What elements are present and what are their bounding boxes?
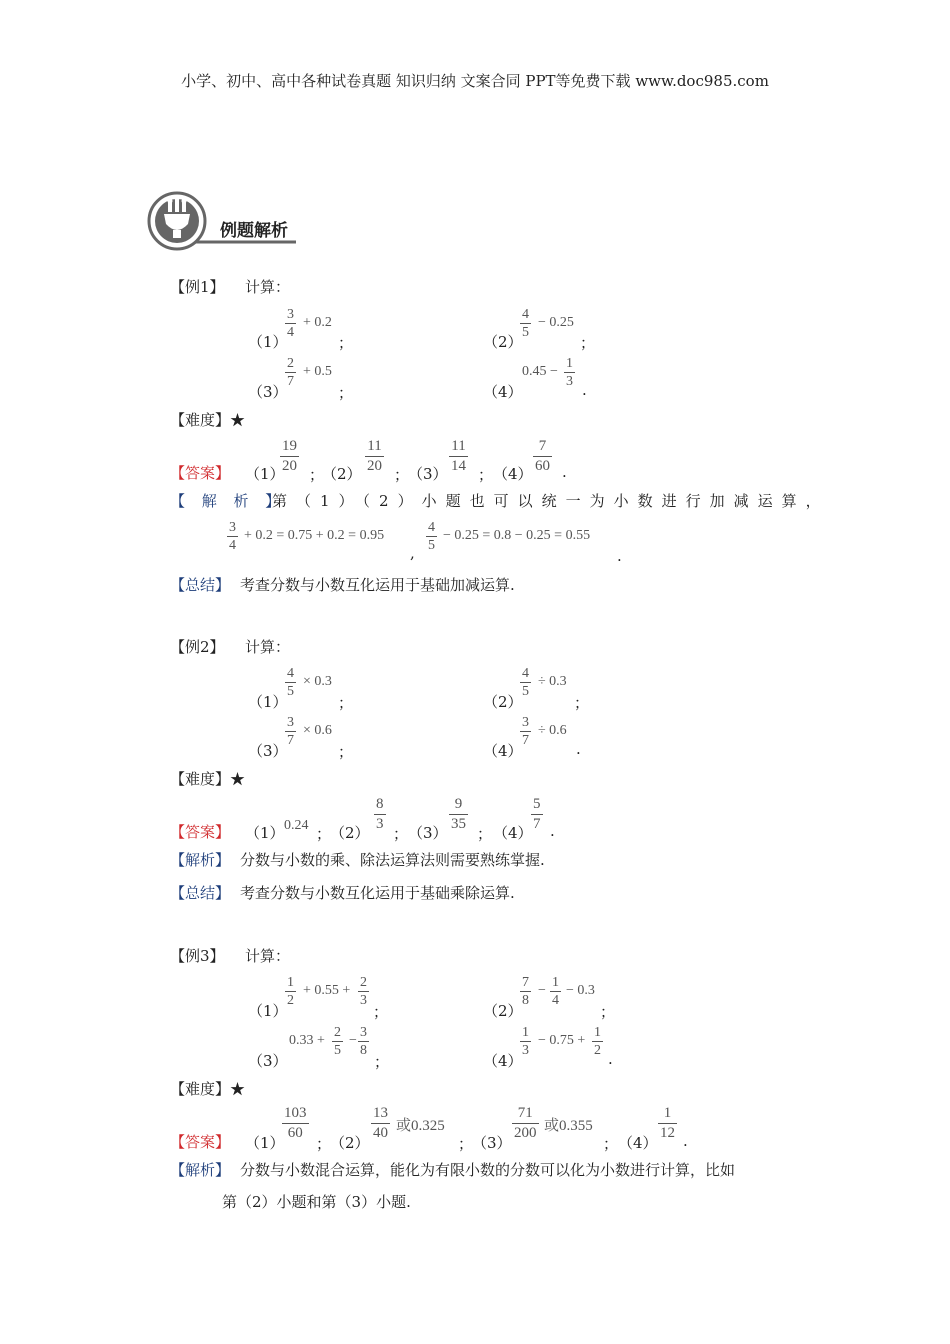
ex3-analysis-line-1: 分数与小数混合运算，能化为有限小数的分数可以化为小数进行计算，比如 (240, 1161, 736, 1179)
ex1-analysis-label: 【 解 析 】 (170, 492, 287, 510)
ex2-analysis-text: 分数与小数的乘、除法运算法则需要熟练掌握. (240, 851, 545, 869)
ex3-item-4-num: （4） (483, 1052, 523, 1070)
ex1-eq1-fraction: $\frac{3}{4}$ (229, 520, 236, 553)
ex1-answer-label: 【答案】 (170, 464, 231, 482)
ex1-item-3-num: （3） (248, 383, 288, 401)
ex1-summary-label: 【总结】 (170, 576, 231, 594)
semicolon: ； (458, 1135, 474, 1153)
page-header: 小学、初中、高中各种试卷真题 知识归纳 文案合同 PPT等免费下载 www.doc985.com (181, 72, 769, 90)
ex1-q3-semicolon: ； (338, 384, 354, 402)
period: . (683, 1132, 688, 1150)
ex3-item-3-num: （3） (248, 1052, 288, 1070)
semicolon: ； (477, 825, 493, 843)
period: . (562, 463, 567, 481)
semicolon: ； (316, 1135, 332, 1153)
ex1-answer-3-num: （3） (408, 465, 448, 483)
ex1-answer-1: $\frac{19}{20}$ (282, 438, 297, 474)
ex1-item-4-num: （4） (483, 383, 523, 401)
ex2-item-4-num: （4） (483, 742, 523, 760)
semicolon: ； (309, 466, 325, 484)
ex2-answer-4-num: （4） (493, 824, 533, 842)
ex3-q1-fraction-b: $\frac{2}{3}$ (360, 975, 367, 1008)
ex3-q4-fraction-a: $\frac{1}{3}$ (522, 1025, 529, 1058)
ex3-answer-4: $\frac{1}{12}$ (660, 1105, 675, 1141)
ex2-answer-1: 0.24 (284, 818, 309, 833)
ex3-analysis-label: 【解析】 (170, 1161, 231, 1179)
ex3-answer-3-alt: 或0.355 (544, 1118, 593, 1134)
ex1-q4-period: . (582, 381, 587, 399)
period: . (576, 740, 581, 758)
ex1-q4-expr: 0.45 − (522, 364, 558, 379)
ex3-q3-fraction-a: $\frac{2}{5}$ (334, 1025, 341, 1058)
ex2-summary-text: 考查分数与小数互化运用于基础乘除运算. (240, 884, 515, 902)
semicolon: ； (394, 466, 410, 484)
ex1-eq2-expr: − 0.25 = 0.8 − 0.25 = 0.55 (443, 528, 591, 543)
ex2-item-2-num: （2） (483, 693, 523, 711)
example-3-prompt: 计算： (245, 947, 291, 965)
ex2-answer-label: 【答案】 (170, 823, 231, 841)
ex3-item-2-num: （2） (483, 1002, 523, 1020)
ex3-q2-expr: − 0.3 (566, 983, 595, 998)
comma: , (410, 544, 415, 562)
ex1-analysis-text: 第（1）（2）小题也可以统一为小数进行加减运算， (272, 492, 830, 510)
ex1-q3-expr: + 0.5 (303, 364, 332, 379)
ex3-answer-2-alt: 或0.325 (396, 1118, 445, 1134)
example-2-prompt: 计算： (245, 638, 291, 656)
ex3-q1-fraction-a: $\frac{1}{2}$ (287, 975, 294, 1008)
semicolon: ； (338, 694, 354, 712)
ex2-q3-expr: × 0.6 (303, 723, 332, 738)
example-2-label: 【例2】 (170, 638, 225, 656)
ex3-q3-fraction-b: $\frac{3}{8}$ (360, 1025, 367, 1058)
ex1-answer-2: $\frac{11}{20}$ (367, 438, 382, 474)
ex2-answer-3-num: （3） (408, 824, 448, 842)
ex2-q2-expr: ÷ 0.3 (538, 674, 567, 689)
ex2-item-3-num: （3） (248, 742, 288, 760)
semicolon: ； (393, 825, 409, 843)
semicolon: ； (600, 1003, 616, 1021)
ex3-q3-expr: 0.33 + (289, 1033, 325, 1048)
ex3-answer-1-num: （1） (245, 1134, 285, 1152)
ex1-answer-4: $\frac{7}{60}$ (535, 438, 550, 474)
ex3-answer-3-num: （3） (472, 1134, 512, 1152)
ex2-q3-fraction: $\frac{3}{7}$ (287, 715, 294, 748)
ex3-q4-expr: − 0.75 + (538, 1033, 586, 1048)
semicolon: ； (374, 1053, 390, 1071)
ex3-item-1-num: （1） (248, 1002, 288, 1020)
ex2-analysis-label: 【解析】 (170, 851, 231, 869)
ex1-q1-semicolon: ； (338, 334, 354, 352)
example-3-label: 【例3】 (170, 947, 225, 965)
semicolon: ； (373, 1003, 389, 1021)
ex2-answer-2: $\frac{8}{3}$ (376, 796, 384, 832)
ex3-analysis-line-2: 第（2）小题和第（3）小题. (222, 1193, 411, 1211)
ex2-answer-3: $\frac{9}{35}$ (451, 796, 466, 832)
ex1-q2-fraction: $\frac{4}{5}$ (522, 307, 529, 340)
ex3-difficulty: 【难度】★ (170, 1080, 246, 1098)
ex3-q3-minus: − (349, 1033, 357, 1048)
ex2-summary-label: 【总结】 (170, 884, 231, 902)
ex3-answer-2: $\frac{13}{40}$ (373, 1105, 388, 1141)
ex1-item-1-num: （1） (248, 333, 288, 351)
period: . (550, 822, 555, 840)
ex3-answer-3: $\frac{71}{200}$ (514, 1105, 537, 1141)
example-1-prompt: 计算： (245, 278, 291, 296)
ex3-answer-label: 【答案】 (170, 1133, 231, 1151)
section-title: 例题解析 (220, 221, 288, 241)
ex1-eq1-expr: + 0.2 = 0.75 + 0.2 = 0.95 (244, 528, 385, 543)
ex2-difficulty: 【难度】★ (170, 770, 246, 788)
ex3-q2-fraction-a: $\frac{7}{8}$ (522, 975, 529, 1008)
ex1-answer-2-num: （2） (322, 465, 362, 483)
ex2-answer-1-num: （1） (245, 824, 285, 842)
ex3-q2-minus: − (538, 983, 546, 998)
ex2-q1-fraction: $\frac{4}{5}$ (287, 666, 294, 699)
semicolon: ； (478, 466, 494, 484)
ex2-answer-4: $\frac{5}{7}$ (533, 796, 541, 832)
ex3-q4-fraction-b: $\frac{1}{2}$ (594, 1025, 601, 1058)
ex1-answer-3: $\frac{11}{14}$ (451, 438, 466, 474)
ex3-q1-expr: + 0.55 + (303, 983, 351, 998)
ex2-q4-expr: ÷ 0.6 (538, 723, 567, 738)
example-1-label: 【例1】 (170, 278, 225, 296)
ex1-summary-text: 考查分数与小数互化运用于基础加减运算. (240, 576, 515, 594)
semicolon: ； (574, 694, 590, 712)
period: . (608, 1050, 613, 1068)
ex2-q2-fraction: $\frac{4}{5}$ (522, 666, 529, 699)
ex1-q2-expr: − 0.25 (538, 315, 574, 330)
semicolon: ； (603, 1135, 619, 1153)
ex3-q2-fraction-b: $\frac{1}{4}$ (552, 975, 559, 1008)
ex3-answer-2-num: （2） (330, 1134, 370, 1152)
semicolon: ； (338, 743, 354, 761)
ex3-answer-4-num: （4） (618, 1134, 658, 1152)
ex2-answer-2-num: （2） (330, 824, 370, 842)
period: . (617, 547, 622, 565)
ex1-q3-fraction: $\frac{2}{7}$ (287, 356, 294, 389)
ex2-item-1-num: （1） (248, 693, 288, 711)
ex3-answer-1: $\frac{103}{60}$ (284, 1105, 307, 1141)
semicolon: ； (316, 825, 332, 843)
ex1-q2-semicolon: ； (580, 334, 596, 352)
ex1-q1-fraction: $\frac{3}{4}$ (287, 307, 294, 340)
ex1-item-2-num: （2） (483, 333, 523, 351)
ex2-q1-expr: × 0.3 (303, 674, 332, 689)
ex2-q4-fraction: $\frac{3}{7}$ (522, 715, 529, 748)
ex1-eq2-fraction: $\frac{4}{5}$ (428, 520, 435, 553)
ex1-q1-expr: + 0.2 (303, 315, 332, 330)
ex1-answer-4-num: （4） (493, 465, 533, 483)
ex1-q4-fraction: $\frac{1}{3}$ (566, 356, 573, 389)
ex1-answer-1-num: （1） (245, 465, 285, 483)
ex1-difficulty: 【难度】★ (170, 411, 246, 429)
